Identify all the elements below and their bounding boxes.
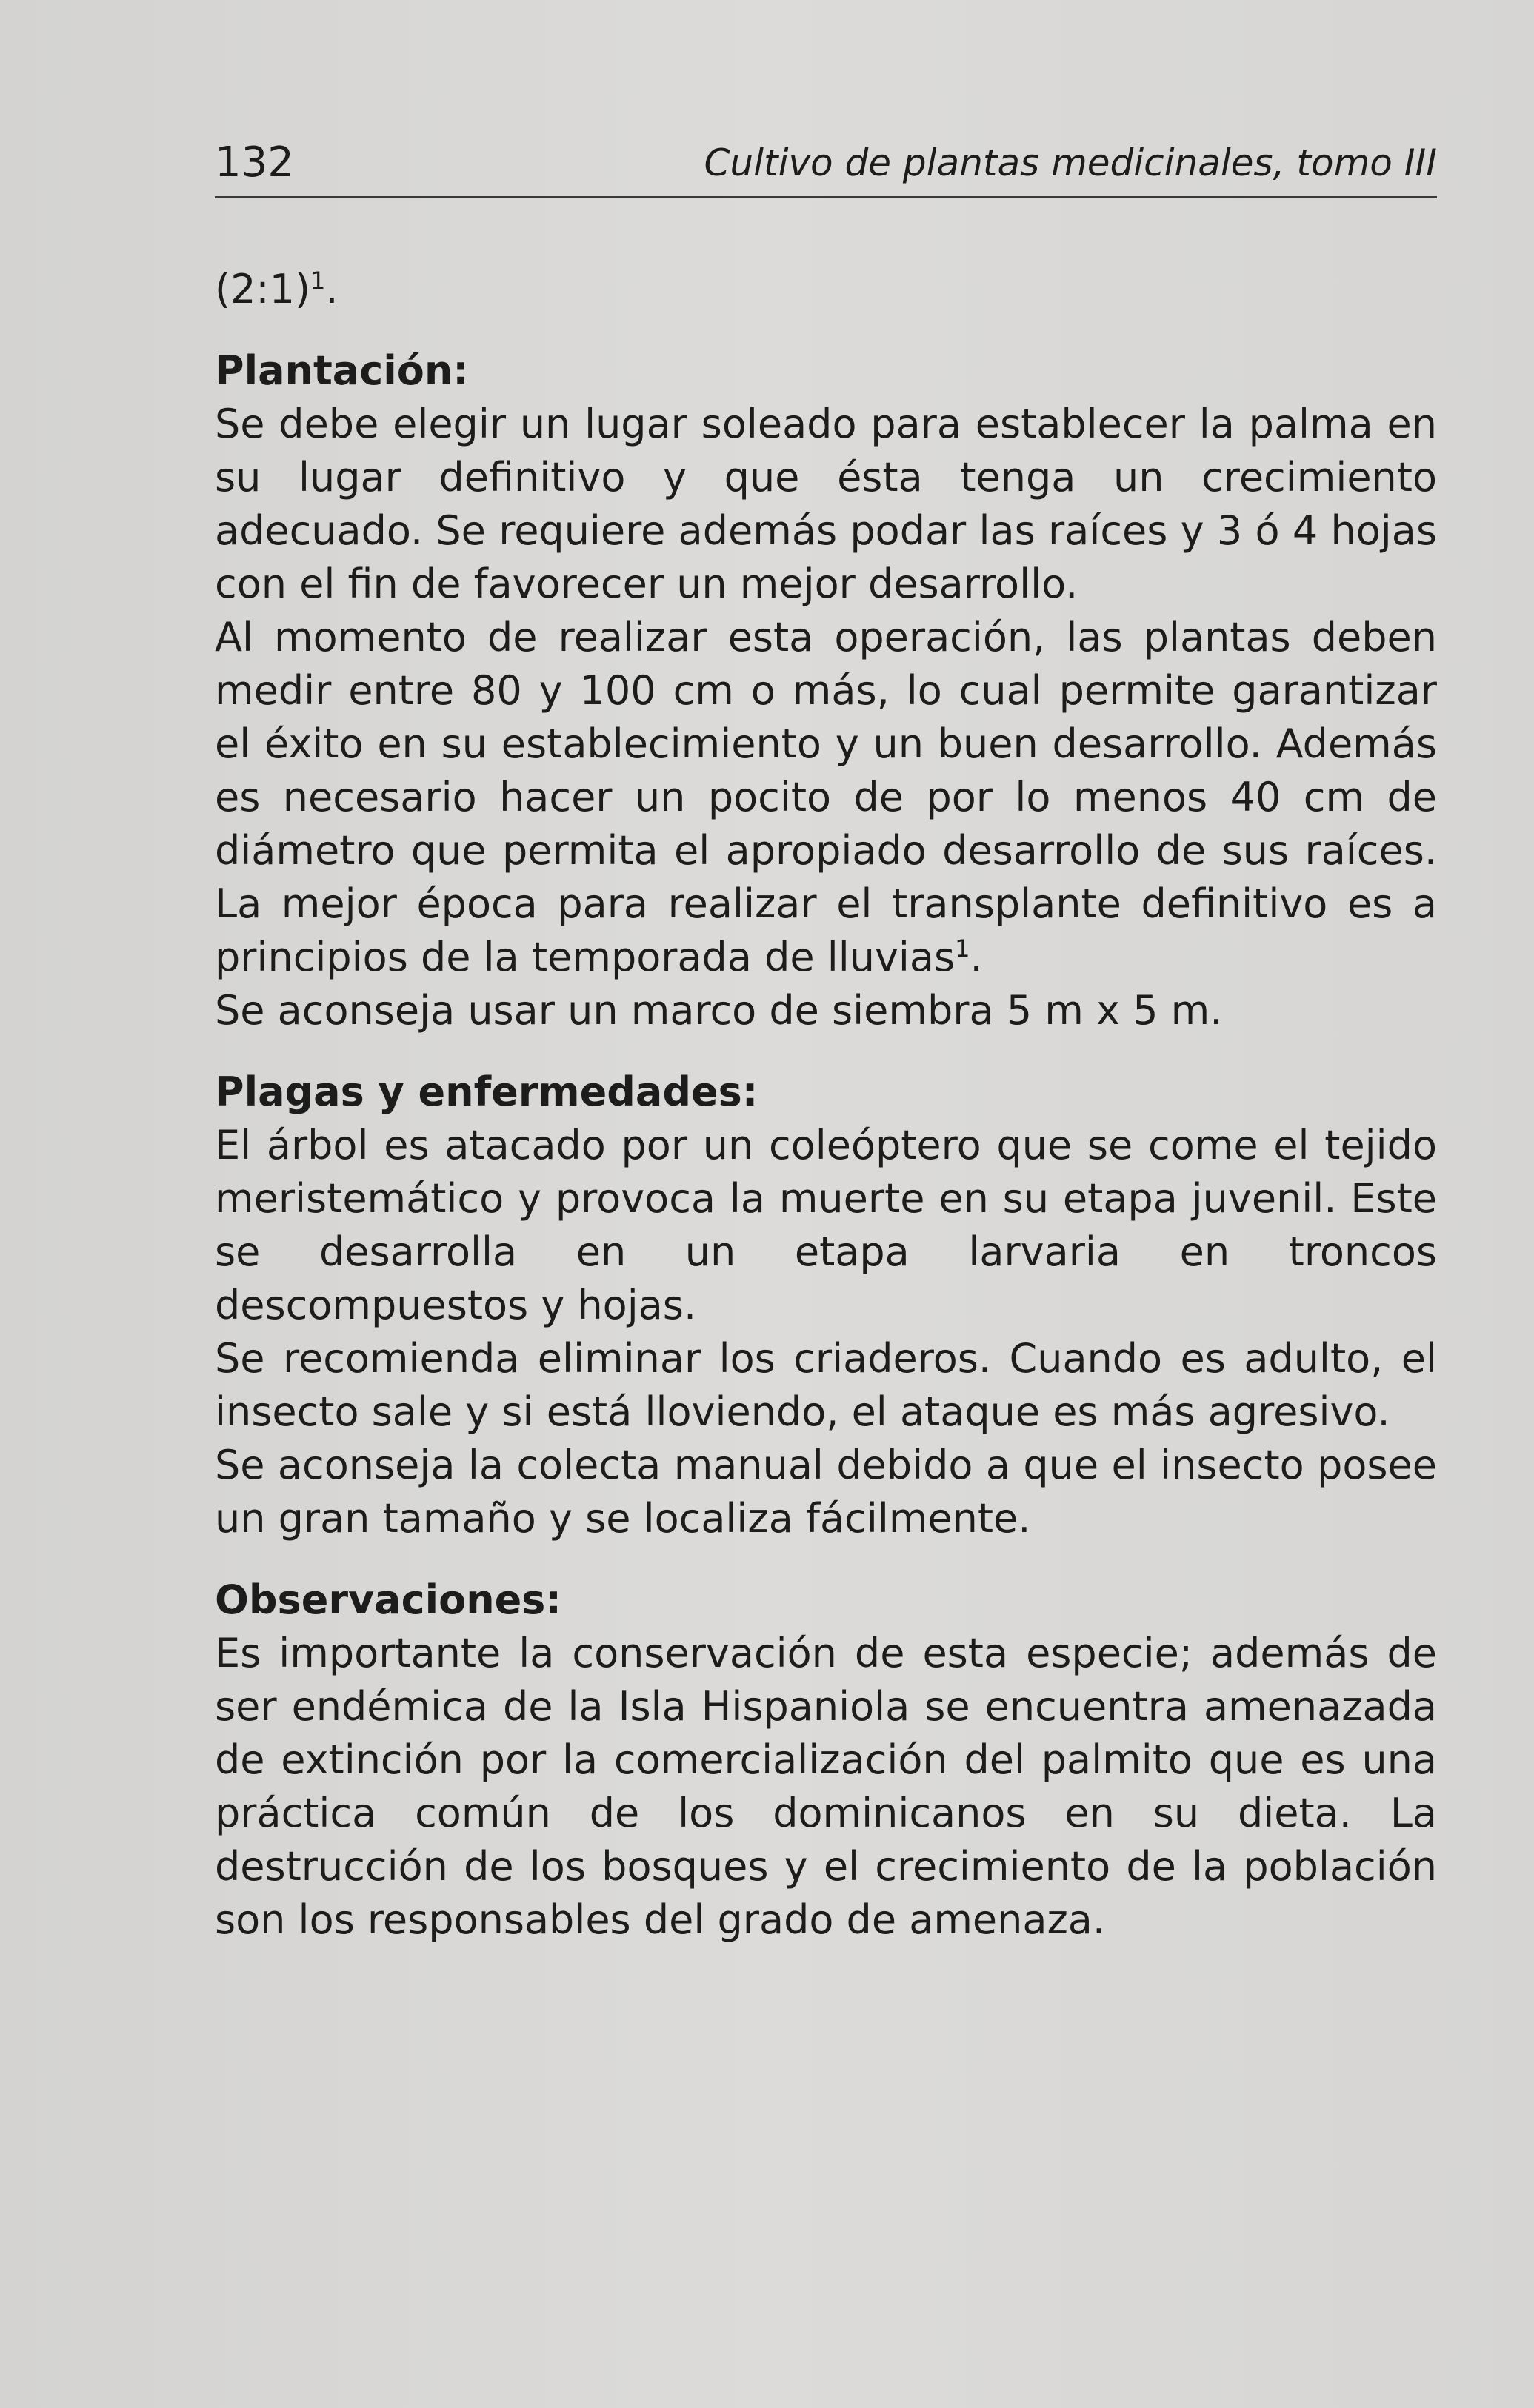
plantacion-paragraph-2-end: . (970, 934, 983, 980)
ratio-end: . (325, 266, 339, 312)
plantacion-paragraph-1: Se debe elegir un lugar soleado para establecer la palma en su lugar definitivo y que ésta tenga un crecimiento adecuado. Se requiere además podar las raíces y 3 ó 4 hojas con el fin de favorecer un mejor desarrollo. (215, 401, 1437, 607)
page-header (215, 137, 1437, 198)
ratio-text: (2:1) (215, 266, 311, 312)
heading-plantacion: Plantación: (215, 347, 469, 394)
plagas-paragraph-3: Se aconseja la colecta manual debido a que el insecto posee un gran tamaño y se localiza fácilmente. (215, 1442, 1437, 1542)
running-title: Cultivo de plantas medicinales, tomo III (704, 141, 1437, 184)
plantacion-paragraph-3: Se aconseja usar un marco de siembra 5 m x 5 m. (215, 987, 1223, 1034)
plagas-paragraph-2: Se recomienda eliminar los criaderos. Cuando es adulto, el insecto sale y si está lloviendo, el ataque es más agresivo. (215, 1335, 1437, 1435)
footnote-ref: 1 (955, 934, 970, 963)
plantacion-paragraph-2-text: Al momento de realizar esta operación, las plantas deben medir entre 80 y 100 cm o más, lo cual permite garantizar el éxito en su establecimiento y un buen desarrollo. Además es necesario hacer un pocito de por lo menos 40 cm de diámetro que permita el apropiado desarrollo de sus raíces. La mejor época para realizar el transplante definitivo es a principios de la temporada de lluvias (215, 614, 1437, 980)
plantacion-paragraph-2 (215, 611, 1437, 984)
observaciones-paragraph-1: Es importante la conservación de esta especie; además de ser endémica de la Isla Hispaniola se encuentra amenazada de extinción por la comercialización del palmito que es una práctica común de los dominicanos en su dieta. La destrucción de los bosques y el crecimiento de la población son los responsables del grado de amenaza. (215, 1630, 1437, 1943)
page-number: 132 (215, 138, 294, 187)
footnote-ref: 1 (310, 267, 326, 295)
page-content (215, 263, 1437, 1947)
heading-observaciones: Observaciones: (215, 1576, 562, 1623)
heading-plagas: Plagas y enfermedades: (215, 1068, 758, 1115)
continued-ratio-line (215, 263, 1437, 316)
plagas-paragraph-1: El árbol es atacado por un coleóptero que se come el tejido meristemático y provoca la muerte en su etapa juvenil. Este se desarrolla en un etapa larvaria en troncos descompuestos y hojas. (215, 1122, 1437, 1328)
